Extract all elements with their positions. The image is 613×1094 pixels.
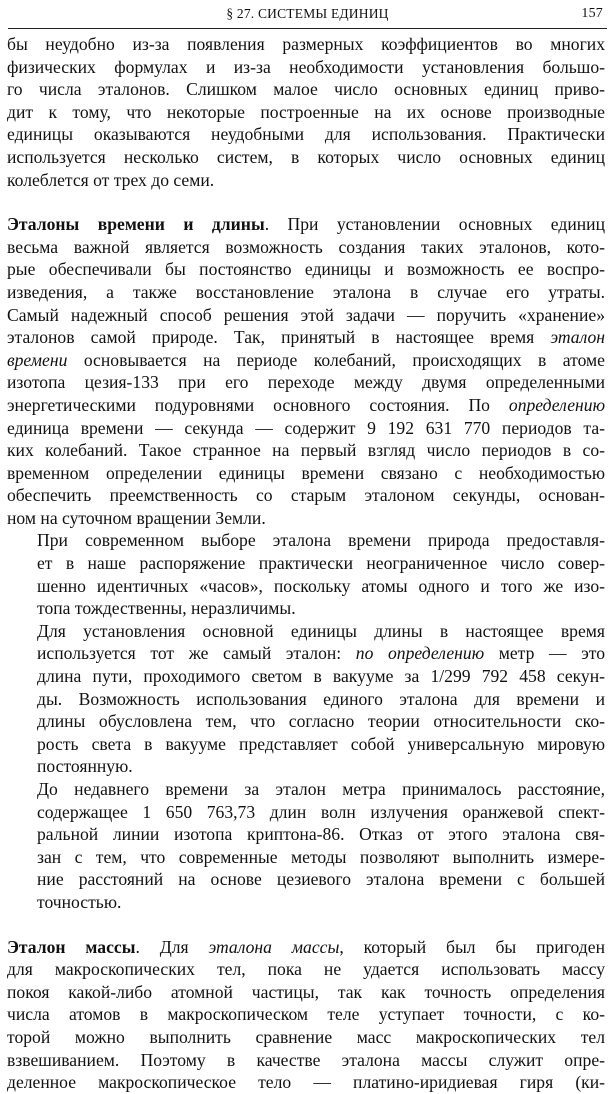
text-line: колеблется от трех до семи. <box>7 169 215 190</box>
text-line: для макроскопических тел, пока не удается использовать массу <box>7 959 605 980</box>
text-span: используется тот же самый эталон: <box>37 643 356 664</box>
text-line: единицы оказываются неудобными для использования. Практически <box>7 124 605 145</box>
emphasis: эталона массы <box>208 936 340 957</box>
text-line: рые обеспечивали бы постоянство единицы и возможность ее воспро- <box>7 259 605 280</box>
text-line: ких колебаний. Такое странное на первый взгляд число периодов в со- <box>7 440 605 461</box>
text-line: ном на суточном вращении Земли. <box>7 507 266 528</box>
text-line <box>7 394 605 417</box>
text-line: рость света в вакууме представляет собой универсальную мировую <box>37 733 605 754</box>
text-line: До недавнего времени за эталон метра принималось расстояние, <box>37 779 605 799</box>
text-line: физических формулах и из-за необходимости установления большо- <box>7 56 605 77</box>
paragraph-mass <box>7 936 605 1094</box>
text-line: При современном выборе эталона времени природа предоставля- <box>37 530 605 551</box>
text-line: ние расстояний на основе цезиевого эталона времени с большей <box>37 869 605 890</box>
text-line: зан с тем, что современные методы позволяют выполнить измере- <box>37 846 605 867</box>
paragraph-krypton <box>7 778 605 914</box>
text-line: шенно идентичных «часов», поскольку атомы одного и того же изо- <box>37 575 605 596</box>
text-span: энергетическими подуровнями основного состояния. По <box>7 394 509 415</box>
text-line: длина пути, проходимого светом в вакууме за 1/299 792 458 секун- <box>37 666 605 687</box>
text-line: длины обусловлена тем, что согласно теории относительности ско- <box>37 711 605 732</box>
text-line: бы неудобно из-за появления размерных коэффициентов во многих <box>7 34 605 54</box>
text-line: покоя какой-либо атомной частицы, так как точность определения <box>7 981 605 1002</box>
section-title: § 27. СИСТЕМЫ ЕДИНИЦ <box>226 6 389 21</box>
text-span: . При установлении основных единиц <box>264 214 605 235</box>
emphasis: эталон <box>550 327 605 348</box>
text-span: . Для <box>135 936 209 957</box>
paragraph-time-choice <box>7 529 605 619</box>
text-line: Для установления основной единицы длины в настоящее время <box>37 620 605 641</box>
text-span: основывается на периоде колебаний, происходящих в атоме <box>67 349 605 370</box>
text-line <box>7 642 605 665</box>
text-line: ет в наше распоряжение практически неограниченное число совер- <box>37 553 605 574</box>
text-span: метр — это <box>484 643 605 664</box>
text-line: изотопа цезия-133 при его переходе между двумя определенными <box>7 372 605 393</box>
text-line: временном определении единицы времени связано с необходимостью <box>7 462 605 483</box>
text-line <box>7 213 605 236</box>
emphasis: времени <box>7 349 68 370</box>
emphasis: по определению <box>355 643 485 664</box>
page-number: 157 <box>581 6 603 21</box>
text-line: Самый надежный способ решения этой задачи — поручить «хранение» <box>7 304 605 325</box>
text-span: эталонов самой природе. Так, принятый в настоящее время <box>7 327 551 348</box>
subsection-heading: Эталон массы <box>7 936 136 957</box>
paragraph-length-unit <box>7 620 605 778</box>
paragraph-intro <box>7 33 605 191</box>
text-line: ды. Возможность использования единого эталона для времени и <box>37 688 605 709</box>
text-line <box>7 349 605 372</box>
text-line: торой можно выполнить сравнение масс макроскопических тел <box>7 1026 605 1047</box>
text-line: весьма важной является возможность создания таких эталонов, кото- <box>7 236 605 257</box>
text-line: числа атомов в макроскопическом теле уступает точности, с ко- <box>7 1004 605 1025</box>
paragraph-time-length <box>7 213 605 529</box>
text-line: топа тождественны, неразличимы. <box>37 598 296 619</box>
text-line: содержащее 1 650 763,73 длин волн излучения оранжевой спект- <box>37 801 605 822</box>
text-line: точностью. <box>37 891 122 912</box>
text-line: используется несколько систем, в которых число основных единиц <box>7 146 605 167</box>
text-line: деленное макроскопическое тело — платино-иридиевая гиря (ки- <box>7 1072 605 1093</box>
text-span: , который был бы пригоден <box>339 936 605 957</box>
text-line: го числа эталонов. Слишком малое число основных единиц приво- <box>7 79 605 100</box>
subsection-heading: Эталоны времени и длины <box>7 214 265 235</box>
text-line: ральной линии изотопа криптона-86. Отказ от этого эталона свя- <box>37 824 605 845</box>
text-line: изведения, а также восстановление эталона в случае его утраты. <box>7 281 605 302</box>
text-line <box>7 936 605 959</box>
text-line <box>7 326 605 349</box>
text-line: постоянную. <box>37 756 133 777</box>
text-line: дит к тому, что некоторые построенные на их основе производные <box>7 101 605 122</box>
text-line: взвешиванием. Поэтому в качестве эталона массы служит опре- <box>7 1049 605 1070</box>
text-line: обеспечить преемственность со старым эталоном секунды, основан- <box>7 485 605 506</box>
running-header <box>8 2 607 29</box>
text-line: единица времени — секунда — содержит 9 192 631 770 периодов та- <box>7 417 605 438</box>
page-body <box>7 33 605 1094</box>
emphasis: определению <box>508 394 605 415</box>
